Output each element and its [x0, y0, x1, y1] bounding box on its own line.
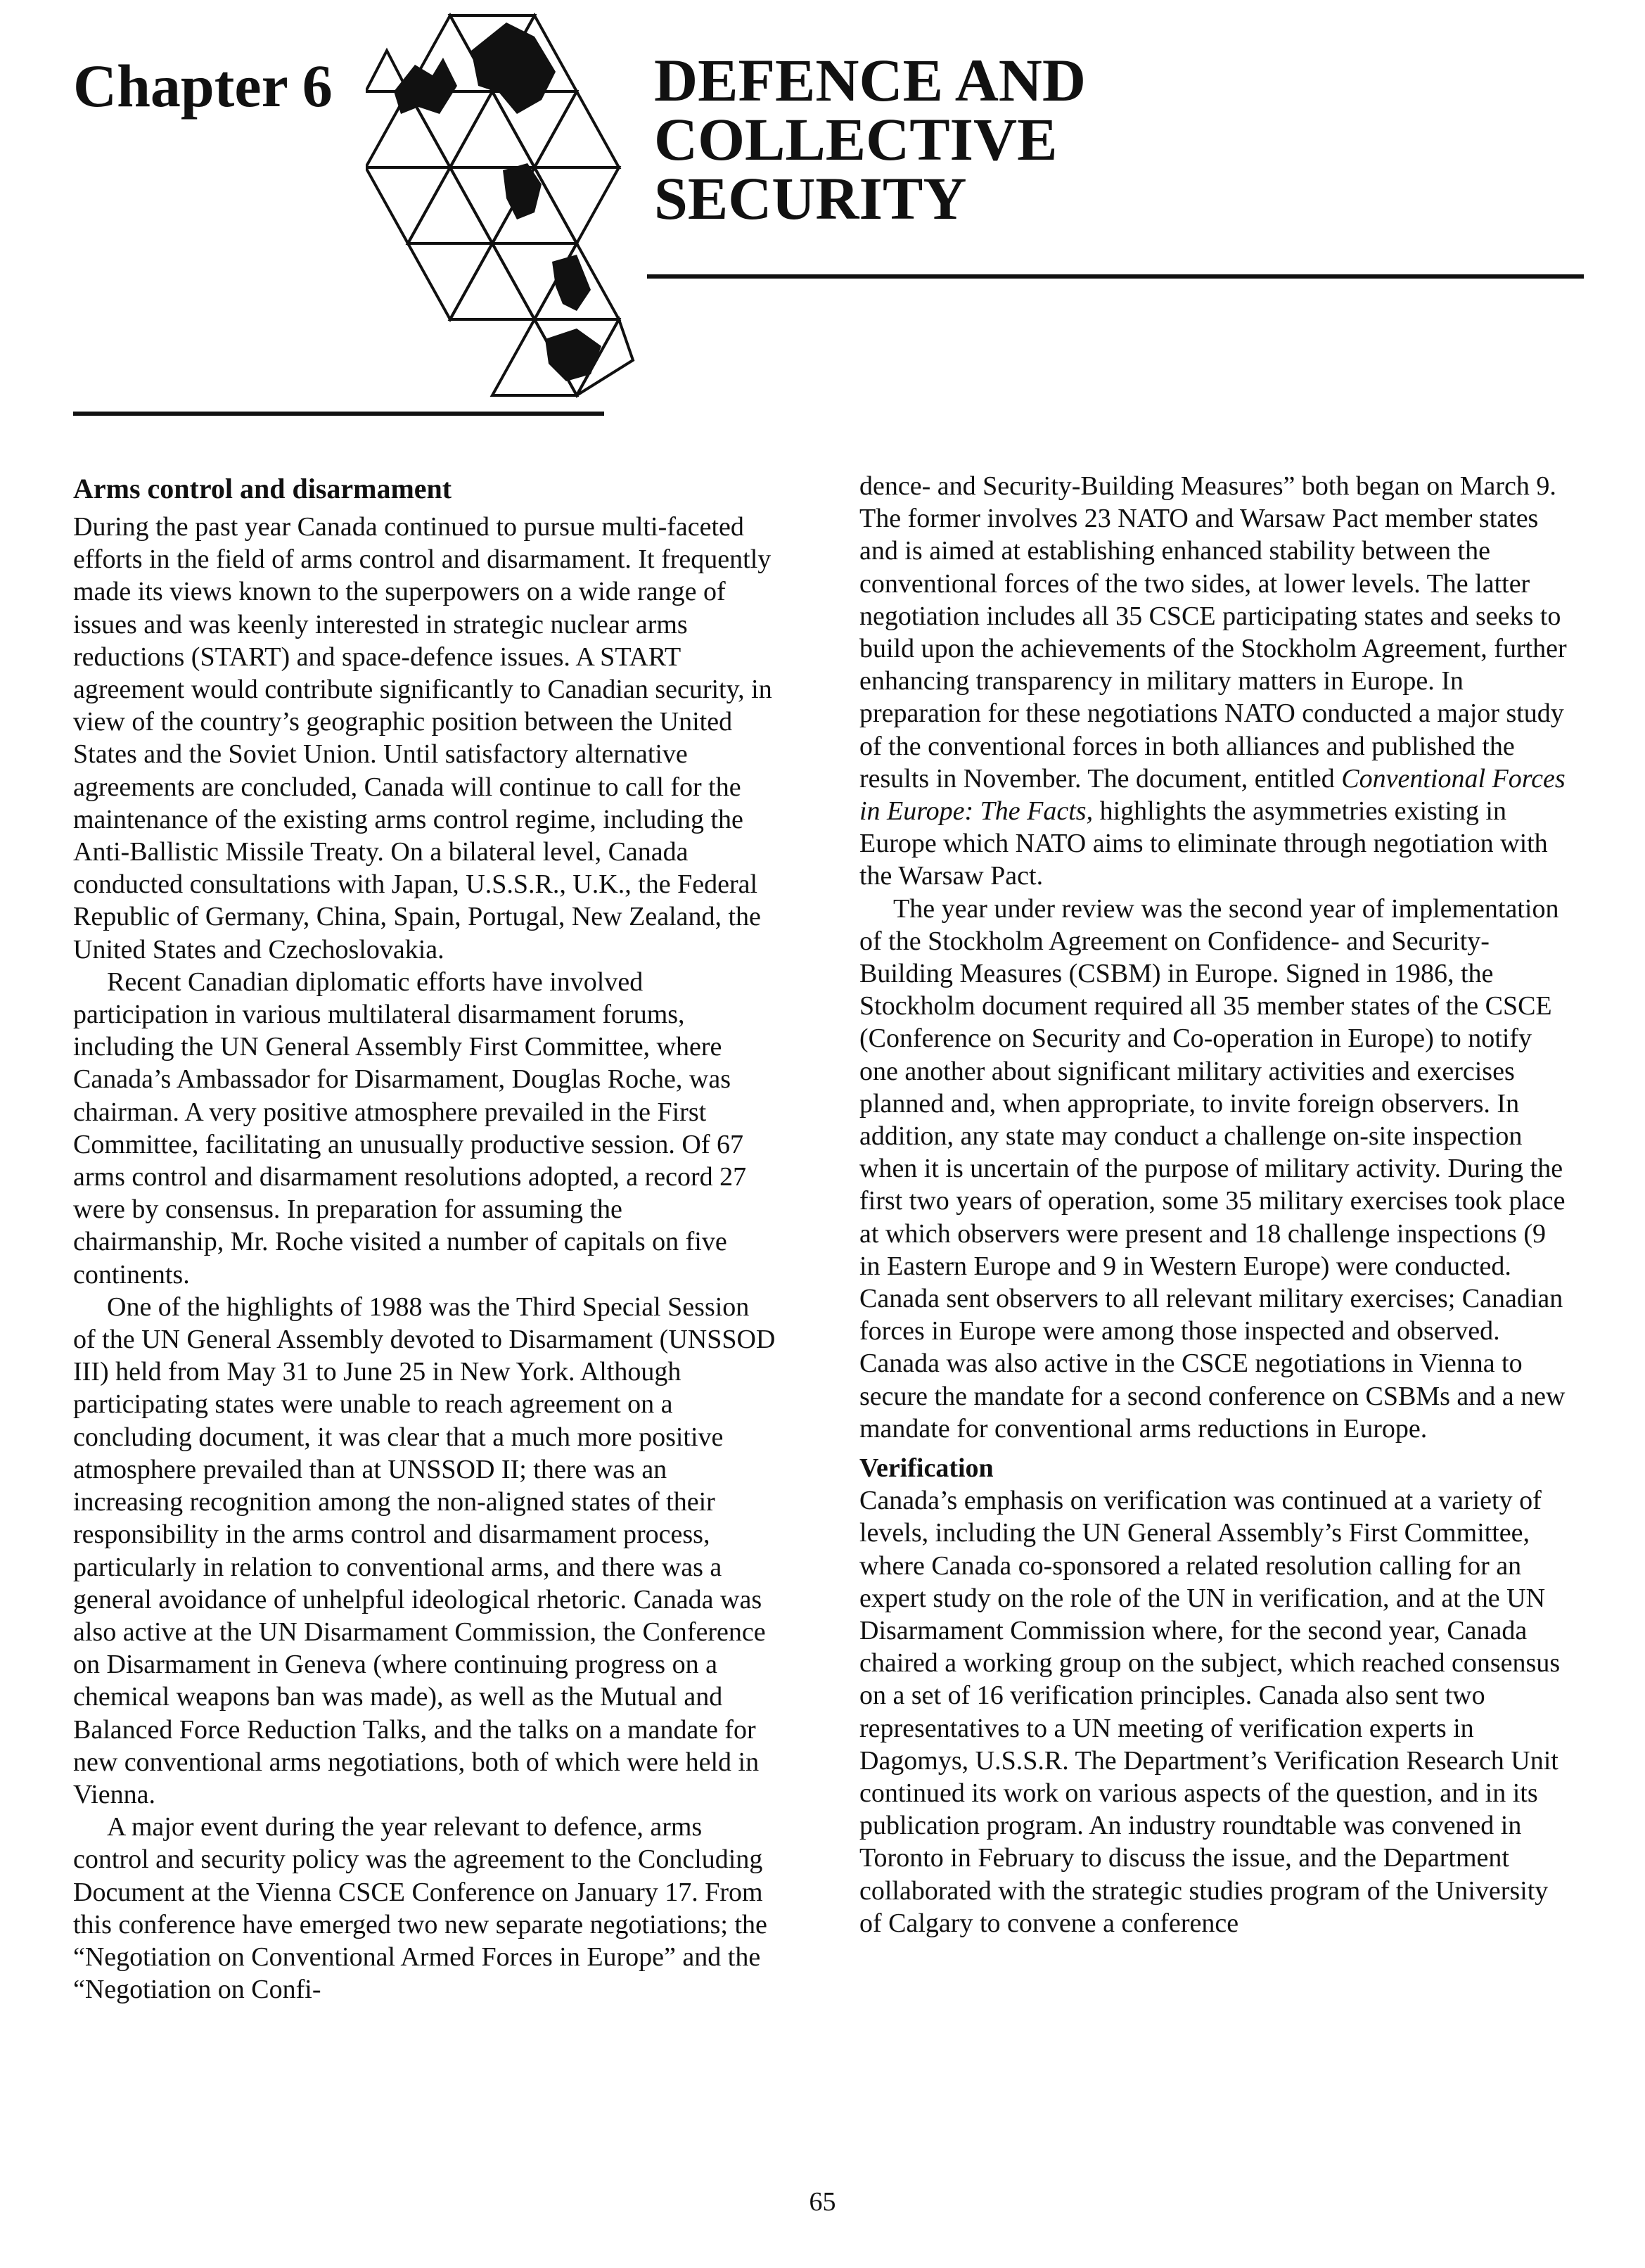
chapter-title — [654, 46, 1087, 232]
paragraph-5-end: highlights the asymmetries existing in Europe which NATO aims to eliminate through negotiation with the Warsaw Pact. — [859, 796, 1548, 891]
right-column — [859, 470, 1570, 1939]
paragraph-4: A major event during the year relevant to defence, arms control and security policy was the agreement to the Concluding Document at the Vienna CSCE Conference on January 17. From this conference have emerged two new separate negotiations; the “Negotiation on Conventional Armed Forces in Europe” and the “Negotiation on Confi- — [73, 1812, 767, 2005]
chapter-title-line-1: DEFENCE AND — [654, 46, 1087, 114]
page-number: 65 — [809, 2187, 836, 2217]
document-title-italic: Conventional Forces in Europe: The Facts, — [859, 763, 1566, 827]
header-rule-right — [647, 274, 1584, 279]
section-heading: Arms control and disarmament — [73, 473, 452, 504]
header-rule-left — [73, 412, 604, 416]
paragraph-5 — [859, 470, 1570, 893]
paragraph-1: During the past year Canada continued to pursue multi-faceted efforts in the field of arms control and disarmament. It frequently made its views known to the superpowers on a wide range of issues and was keenly interested in strategic nuclear arms reductions (START) and space-defence issues. A START agreement would contribute significantly to Canadian security, in view of the country’s geographic position between the United States and the Soviet Union. Until satisfactory alternative agreements are concluded, Canada will continue to call for the maintenance of the existing arms control regime, including the Anti-Ballistic Missile Treaty. On a bilateral level, Canada conducted consultations with Japan, U.S.S.R., U.K., the Federal Republic of Germany, China, Spain, Portugal, New Zealand, the United States and Czechoslovakia. — [73, 512, 772, 964]
paragraph-2: Recent Canadian diplomatic efforts have involved participation in various multilateral disarmament forums, including the UN General Assembly First Committee, where Canada’s Ambassador for Disarmament, Douglas Roche, was chairman. A very positive atmosphere prevailed in the First Committee, facilitating an unusually productive session. Of 67 arms control and disarmament resolutions adopted, a record 27 were by consensus. In preparation for assuming the chairmanship, Mr. Roche visited a number of capitals on five continents. — [73, 967, 747, 1289]
paragraph-3: One of the highlights of 1988 was the Third Special Session of the UN General Assembly devoted to Disarmament (UNSSOD III) held from May 31 to June 25 in New York. Although participating states were unable to reach agreement on a concluding document, it was clear that a much more positive atmosphere prevailed than at UNSSOD II; there was an increasing recognition among the non-aligned states of their responsibility in the arms control and disarmament process, particularly in relation to conventional arms, and there was a general avoidance of unhelpful ideological rhetoric. Canada was also active at the UN Disarmament Commission, the Conference on Disarmament in Geneva (where continuing progress on a chemical weapons ban was made), as well as the Mutual and Balanced Force Reduction Talks, and the talks on a mandate for new conventional arms negotiations, both of which were held in Vienna. — [73, 1292, 776, 1809]
chapter-label: Chapter 6 — [73, 52, 333, 120]
verification-heading: Verification — [859, 1453, 994, 1484]
triangle-globe-icon — [366, 8, 682, 431]
left-column — [73, 470, 776, 2006]
paragraph-7: Canada’s emphasis on verification was continued at a variety of levels, including the UN General Assembly’s First Committee, where Canada co-sponsored a related resolution calling for an expert study on the role of the UN in verification, and at the UN Disarmament Commission where, for the second year, Canada chaired a working group on the subject, which reached consensus on a set of 16 verification principles. Canada also sent two representatives to a UN meeting of verification experts in Dagomys, U.S.S.R. The Department’s Verification Research Unit continued its work on various aspects of the question, and in its publication program. An industry roundtable was convened in Toronto in February to discuss the issue, and the Department collaborated with the strategic studies program of the University of Calgary to convene a conference — [859, 1486, 1561, 1938]
chapter-title-line-3: SECURITY — [654, 165, 967, 232]
paragraph-6: The year under review was the second year of implementation of the Stockholm Agreement on Confidence- and Security-Building Measures (CSBM) in Europe. Signed in 1986, the Stockholm document required all 35 member states of the CSCE (Conference on Security and Co-operation in Europe) to notify one another about significant military activities and exercises planned and, when appropriate, to invite foreign observers. In addition, any state may conduct a challenge on-site inspection when it is uncertain of the purpose of military activity. During the first two years of operation, some 35 military exercises took place at which observers were present and 18 challenge inspections (9 in Eastern Europe and 9 in Western Europe) were conducted. Canada sent observers to all relevant military exercises; Canadian forces in Europe were among those inspected and observed. Canada was also active in the CSCE negotiations in Vienna to secure the mandate for a second conference on CSBMs and a new mandate for conventional arms reductions in Europe. — [859, 893, 1566, 1444]
paragraph-5-start: dence- and Security-Building Measures” both began on March 9. The former involves 23 NATO and Warsaw Pact member states and is aimed at establishing enhanced stability between the conventional forces of the two sides, at lower levels. The latter negotiation includes all 35 CSCE participating states and seeks to build upon the achievements of the Stockholm Agreement, further enhancing transparency in military matters in Europe. In preparation for these negotiations NATO conducted a major study of the conventional forces in both alliances and published the results in November. The document, entitled — [859, 471, 1567, 794]
chapter-title-line-2: COLLECTIVE — [654, 106, 1058, 173]
